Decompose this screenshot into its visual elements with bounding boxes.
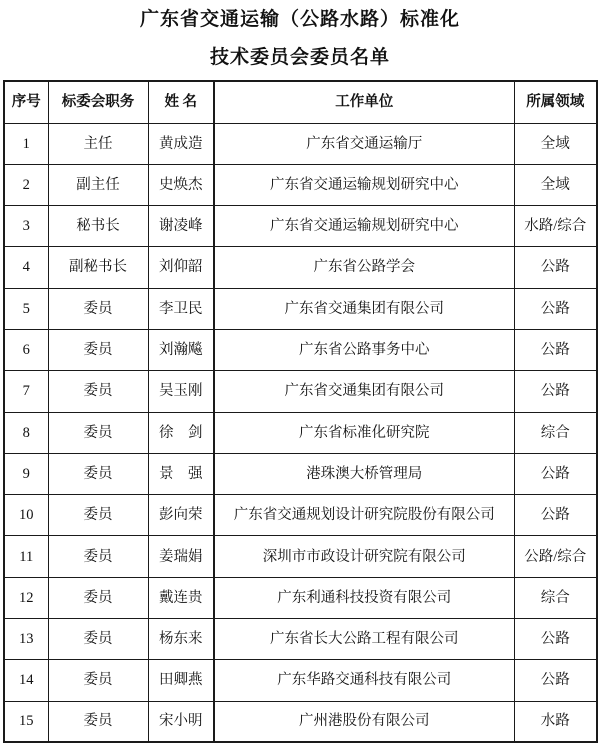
field-cell: 公路 bbox=[514, 619, 597, 660]
name-cell: 田卿燕 bbox=[148, 660, 214, 701]
position-cell: 副秘书长 bbox=[48, 247, 148, 288]
position-cell: 委员 bbox=[48, 495, 148, 536]
table-row bbox=[4, 577, 597, 618]
serial-number-cell: 15 bbox=[4, 701, 48, 742]
position-cell: 委员 bbox=[48, 329, 148, 370]
position-cell: 委员 bbox=[48, 288, 148, 329]
position-cell: 委员 bbox=[48, 453, 148, 494]
table-row bbox=[4, 329, 597, 370]
table-row bbox=[4, 412, 597, 453]
field-cell: 全域 bbox=[514, 123, 597, 164]
field-cell: 水路 bbox=[514, 701, 597, 742]
field-cell: 公路/综合 bbox=[514, 536, 597, 577]
header-committee-position: 标委会职务 bbox=[48, 81, 148, 123]
serial-number-cell: 2 bbox=[4, 164, 48, 205]
field-cell: 水路/综合 bbox=[514, 206, 597, 247]
work-unit-cell: 广东华路交通科技有限公司 bbox=[214, 660, 514, 701]
field-cell: 公路 bbox=[514, 495, 597, 536]
work-unit-cell: 港珠澳大桥管理局 bbox=[214, 453, 514, 494]
field-cell: 公路 bbox=[514, 329, 597, 370]
field-cell: 综合 bbox=[514, 412, 597, 453]
name-cell: 姜瑞娟 bbox=[148, 536, 214, 577]
name-cell: 景 强 bbox=[148, 453, 214, 494]
work-unit-cell: 广东省长大公路工程有限公司 bbox=[214, 619, 514, 660]
serial-number-cell: 11 bbox=[4, 536, 48, 577]
serial-number-cell: 6 bbox=[4, 329, 48, 370]
position-cell: 委员 bbox=[48, 660, 148, 701]
serial-number-cell: 9 bbox=[4, 453, 48, 494]
table-row bbox=[4, 288, 597, 329]
serial-number-cell: 10 bbox=[4, 495, 48, 536]
field-cell: 公路 bbox=[514, 660, 597, 701]
name-cell: 宋小明 bbox=[148, 701, 214, 742]
name-cell: 谢凌峰 bbox=[148, 206, 214, 247]
work-unit-cell: 广东省交通运输规划研究中心 bbox=[214, 164, 514, 205]
field-cell: 公路 bbox=[514, 247, 597, 288]
serial-number-cell: 4 bbox=[4, 247, 48, 288]
field-cell: 全域 bbox=[514, 164, 597, 205]
name-cell: 杨东来 bbox=[148, 619, 214, 660]
table-row bbox=[4, 536, 597, 577]
position-cell: 委员 bbox=[48, 701, 148, 742]
position-cell: 委员 bbox=[48, 412, 148, 453]
position-cell: 副主任 bbox=[48, 164, 148, 205]
table-row bbox=[4, 619, 597, 660]
name-cell: 彭向荣 bbox=[148, 495, 214, 536]
header-name: 姓 名 bbox=[148, 81, 214, 123]
name-cell: 黄成造 bbox=[148, 123, 214, 164]
serial-number-cell: 8 bbox=[4, 412, 48, 453]
work-unit-cell: 广州港股份有限公司 bbox=[214, 701, 514, 742]
member-table bbox=[3, 80, 598, 743]
serial-number-cell: 5 bbox=[4, 288, 48, 329]
serial-number-cell: 1 bbox=[4, 123, 48, 164]
work-unit-cell: 广东省标准化研究院 bbox=[214, 412, 514, 453]
table-row bbox=[4, 453, 597, 494]
position-cell: 秘书长 bbox=[48, 206, 148, 247]
field-cell: 公路 bbox=[514, 453, 597, 494]
position-cell: 委员 bbox=[48, 371, 148, 412]
field-cell: 综合 bbox=[514, 577, 597, 618]
name-cell: 史焕杰 bbox=[148, 164, 214, 205]
table-row bbox=[4, 495, 597, 536]
table-row bbox=[4, 164, 597, 205]
table-row bbox=[4, 123, 597, 164]
header-field: 所属领域 bbox=[514, 81, 597, 123]
field-cell: 公路 bbox=[514, 288, 597, 329]
work-unit-cell: 广东省交通规划设计研究院股份有限公司 bbox=[214, 495, 514, 536]
work-unit-cell: 广东省交通集团有限公司 bbox=[214, 371, 514, 412]
work-unit-cell: 广东省交通运输厅 bbox=[214, 123, 514, 164]
serial-number-cell: 7 bbox=[4, 371, 48, 412]
work-unit-cell: 广东省交通运输规划研究中心 bbox=[214, 206, 514, 247]
work-unit-cell: 广东省公路学会 bbox=[214, 247, 514, 288]
name-cell: 戴连贵 bbox=[148, 577, 214, 618]
table-row bbox=[4, 247, 597, 288]
position-cell: 主任 bbox=[48, 123, 148, 164]
position-cell: 委员 bbox=[48, 619, 148, 660]
table-row bbox=[4, 206, 597, 247]
header-work-unit: 工作单位 bbox=[214, 81, 514, 123]
document-title-line2: 技术委员会委员名单 bbox=[209, 47, 390, 68]
serial-number-cell: 13 bbox=[4, 619, 48, 660]
name-cell: 吴玉刚 bbox=[148, 371, 214, 412]
serial-number-cell: 14 bbox=[4, 660, 48, 701]
serial-number-cell: 12 bbox=[4, 577, 48, 618]
document-title-line1: 广东省交通运输（公路水路）标准化 bbox=[139, 9, 460, 30]
table-row bbox=[4, 660, 597, 701]
table-body bbox=[4, 123, 597, 742]
serial-number-cell: 3 bbox=[4, 206, 48, 247]
name-cell: 刘瀚飚 bbox=[148, 329, 214, 370]
name-cell: 刘仰韶 bbox=[148, 247, 214, 288]
name-cell: 徐 剑 bbox=[148, 412, 214, 453]
work-unit-cell: 深圳市市政设计研究院有限公司 bbox=[214, 536, 514, 577]
table-row bbox=[4, 701, 597, 742]
name-cell: 李卫民 bbox=[148, 288, 214, 329]
table-row bbox=[4, 371, 597, 412]
work-unit-cell: 广东利通科技投资有限公司 bbox=[214, 577, 514, 618]
header-serial-number: 序号 bbox=[4, 81, 48, 123]
position-cell: 委员 bbox=[48, 577, 148, 618]
work-unit-cell: 广东省公路事务中心 bbox=[214, 329, 514, 370]
position-cell: 委员 bbox=[48, 536, 148, 577]
work-unit-cell: 广东省交通集团有限公司 bbox=[214, 288, 514, 329]
header-row bbox=[4, 81, 597, 123]
table-header bbox=[4, 81, 597, 123]
field-cell: 公路 bbox=[514, 371, 597, 412]
